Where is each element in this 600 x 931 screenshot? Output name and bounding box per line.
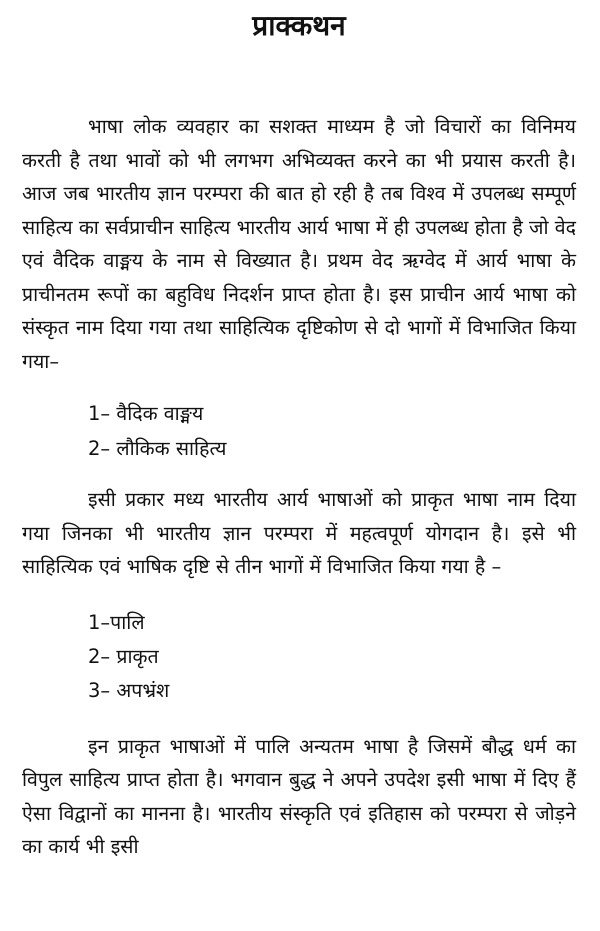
prakrit-division-list	[22, 606, 576, 708]
list-item: 2– प्राकृत	[88, 644, 159, 668]
paragraph: इसी प्रकार मध्य भारतीय आर्य भाषाओं को प्राकृत भाषा नाम दिया गया जिनका भी भारतीय ज्ञान परम्परा में महत्वपूर्ण योगदान है। इसे भी साहित्यिक एवं भाषिक दृष्टि से तीन भागों में विभाजित किया गया है –	[22, 488, 576, 578]
list-item: 1– वैदिक वाङ्मय	[88, 402, 204, 425]
page-title: प्राक्कथन	[252, 9, 346, 42]
list-item: 3– अपभ्रंश	[88, 678, 170, 702]
list-item: 2– लौकिक साहित्य	[88, 437, 227, 460]
literature-division-list	[22, 396, 576, 466]
list-item: 1–पालि	[88, 610, 145, 634]
paragraph: इन प्राकृत भाषाओं में पालि अन्यतम भाषा है जिसमें बौद्ध धर्म का विपुल साहित्य प्राप्त होता है। भगवान बुद्ध ने अपने उपदेश इसी भाषा में दिए हैं ऐसा विद्वानों का मानना है। भारतीय संस्कृति एवं इतिहास को परम्परा से जोड़ने का कार्य भी इसी	[22, 734, 576, 858]
paragraph: भाषा लोक व्यवहार का सशक्त माध्यम है जो विचारों का विनिमय करती है तथा भावों को भी लगभग अभिव्यक्त करने का भी प्रयास करती है। आज जब भारतीय ज्ञान परम्परा की बात हो रही है तब विश्व में उपलब्ध सम्पूर्ण साहित्य का सर्वप्राचीन साहित्य भारतीय आर्य भाषा में ही उपलब्ध होता है जो वेद एवं वैदिक वाङ्मय के नाम से विख्यात है। प्रथम वेद ऋग्वेद में आर्य भाषा के प्राचीनतम रूपों का बहुविध निदर्शन प्राप्त होता है। इस प्राचीन आर्य भाषा को संस्कृत नाम दिया गया तथा साहित्यिक दृष्टिकोण से दो भागों में विभाजित किया गया–	[22, 115, 576, 373]
